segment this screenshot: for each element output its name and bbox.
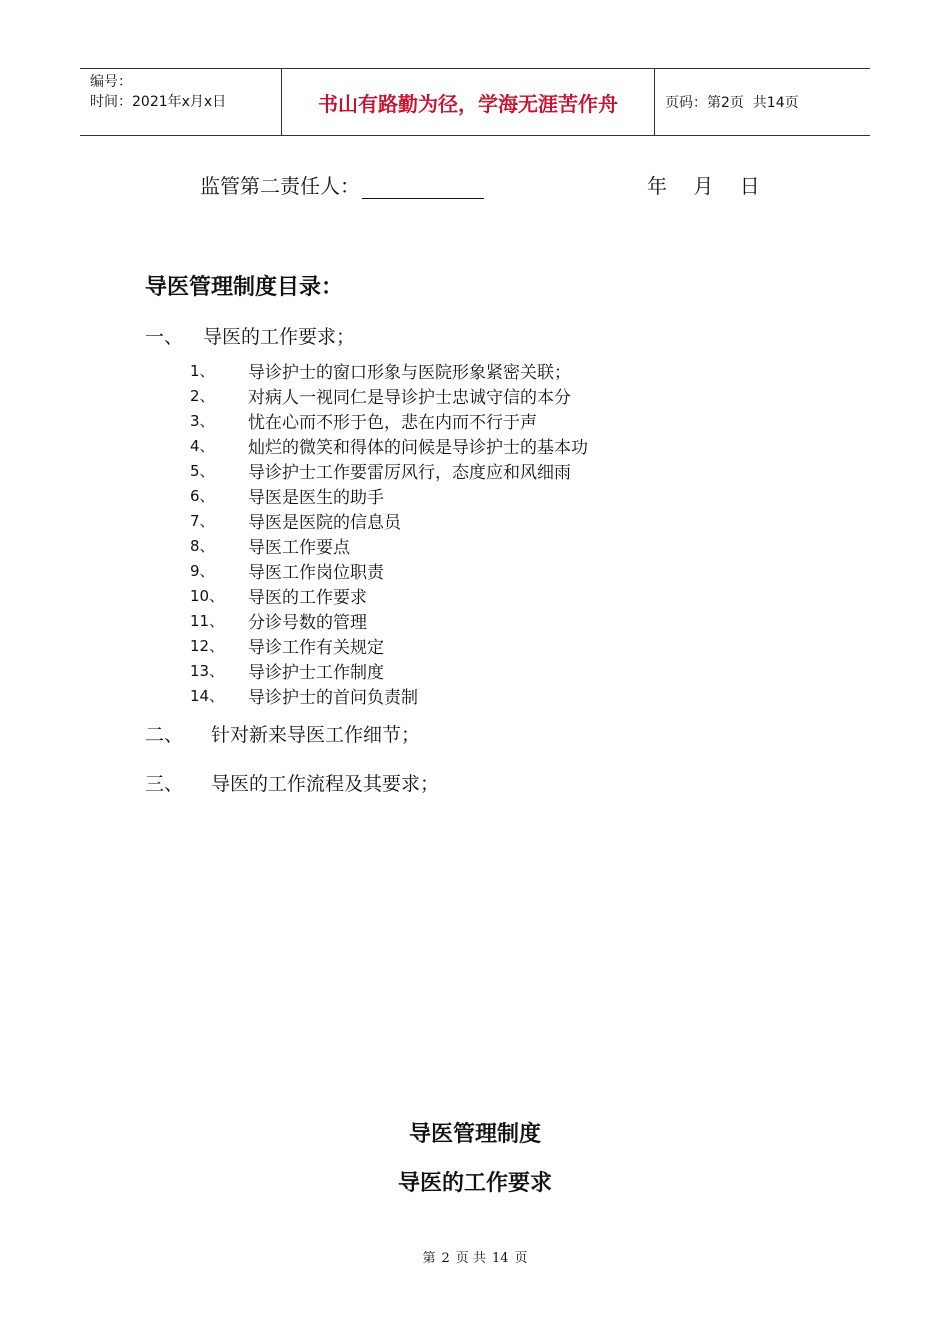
toc-item-list xyxy=(190,358,588,708)
section-text: 针对新来导医工作细节； xyxy=(211,724,421,746)
footer-page-number: 2 xyxy=(441,1251,450,1266)
list-item: 9、 导医工作岗位职责 xyxy=(190,562,384,583)
list-item: 2、 对病人一视同仁是导诊护士忠诚守信的本分 xyxy=(190,387,571,408)
header-motto-cell xyxy=(282,69,655,135)
toc-section-2 xyxy=(145,720,420,747)
code-label: 编号： xyxy=(90,74,132,90)
list-item: 14、 导诊护士的首问负责制 xyxy=(190,687,418,708)
motto-text: 书山有路勤为径，学海无涯苦作舟 xyxy=(318,91,618,116)
page-info: 页码：第2页 共14页 xyxy=(665,95,799,111)
header-meta-cell xyxy=(80,69,282,135)
signature-blank xyxy=(362,176,484,199)
section-number: 二、 xyxy=(145,724,184,746)
section-text: 导医的工作要求； xyxy=(203,326,356,348)
time-label: 时间：2021年x月x日 xyxy=(90,94,227,110)
signature-line xyxy=(200,170,484,199)
toc-section-3 xyxy=(145,769,439,796)
list-item: 8、 导医工作要点 xyxy=(190,537,350,558)
list-item: 13、 导诊护士工作制度 xyxy=(190,662,384,683)
toc-section-1 xyxy=(145,322,355,349)
section-number: 三、 xyxy=(145,773,184,795)
document-title: 导医管理制度 xyxy=(408,1122,541,1147)
list-item: 3、 忧在心而不形于色，悲在内而不行于声 xyxy=(190,412,537,433)
date-month: 月 xyxy=(693,174,714,198)
list-item: 10、 导医的工作要求 xyxy=(190,587,367,608)
header-page-cell xyxy=(655,69,870,135)
section-text: 导医的工作流程及其要求； xyxy=(211,773,440,795)
toc-title: 导医管理制度目录： xyxy=(145,275,344,300)
signature-label: 监管第二责任人： xyxy=(200,174,360,198)
date-day: 日 xyxy=(739,174,760,198)
list-item: 11、 分诊号数的管理 xyxy=(190,612,367,633)
list-item: 5、 导诊护士工作要雷厉风行，态度应和风细雨 xyxy=(190,462,571,483)
page-footer: 第 2 页 共 14 页 xyxy=(422,1251,528,1266)
date-year: 年 xyxy=(647,174,667,198)
list-item: 7、 导医是医院的信息员 xyxy=(190,512,401,533)
list-item: 1、 导诊护士的窗口形象与医院形象紧密关联； xyxy=(190,362,571,383)
list-item: 6、 导医是医生的助手 xyxy=(190,487,384,508)
section-number: 一、 xyxy=(145,326,184,348)
list-item: 4、 灿烂的微笑和得体的问候是导诊护士的基本功 xyxy=(190,437,588,458)
section-heading: 导医的工作要求 xyxy=(397,1171,552,1196)
footer-total-pages: 14 xyxy=(491,1251,509,1266)
header-table xyxy=(80,68,870,136)
list-item: 12、 导诊工作有关规定 xyxy=(190,637,384,658)
signature-date xyxy=(647,170,780,199)
